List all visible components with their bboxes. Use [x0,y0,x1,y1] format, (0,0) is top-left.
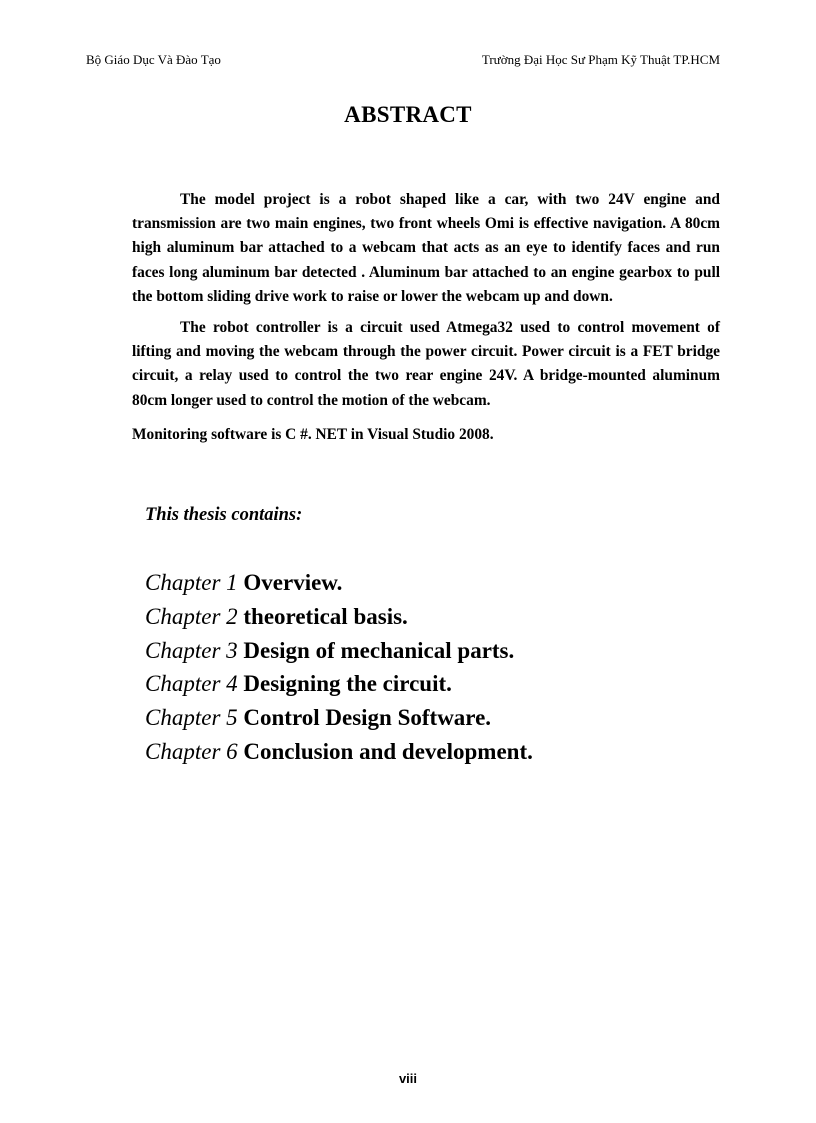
chapter-number: Chapter 5 [145,705,238,731]
chapter-number: Chapter 3 [145,637,238,663]
chapter-title: theoretical basis. [243,603,408,629]
abstract-paragraph-3: Monitoring software is C #. NET in Visual Studio 2008. [132,425,494,443]
chapter-title: Designing the circuit. [243,671,452,697]
chapter-item-1 [145,566,533,600]
abstract-paragraph-1: The model project is a robot shaped like a car, with two 24V engine and transmission are two main engines, two front wheels Omi is effective navigation. A 80cm high aluminum bar attached to a webcam that acts as an eye to identify faces and run faces long aluminum bar detected . Aluminum bar attached to an engine gearbox to pull the bottom sliding drive work to raise or lower the webcam up and down. [132,191,720,305]
chapter-number: Chapter 4 [145,671,238,697]
chapter-list [145,566,533,769]
chapter-title: Design of mechanical parts. [243,637,515,663]
abstract-paragraph-2: The robot controller is a circuit used Atmega32 used to control movement of lifting and moving the webcam through the power circuit. Power circuit is a FET bridge circuit, a relay used to control the two rear engine 24V. A bridge-mounted aluminum 80cm longer used to control the motion of the webcam. [132,319,720,409]
chapter-item-3 [145,634,533,668]
chapter-number: Chapter 6 [145,738,238,764]
chapter-item-4 [145,667,533,701]
chapter-title: Conclusion and development. [243,738,533,764]
abstract-body [132,188,720,447]
page-title: ABSTRACT [344,102,472,127]
header-university: Trường Đại Học Sư Phạm Kỹ Thuật TP.HCM [481,52,720,67]
chapter-item-6 [145,735,533,769]
chapter-item-5 [145,701,533,735]
chapter-title: Control Design Software. [243,705,492,731]
chapter-item-2 [145,600,533,634]
header-ministry: Bộ Giáo Dục Và Đào Tạo [86,52,221,67]
chapter-title: Overview. [243,570,343,595]
chapter-number: Chapter 1 [145,570,238,595]
contains-heading: This thesis contains: [145,505,303,525]
chapter-number: Chapter 2 [145,603,238,629]
page-number: viii [398,1071,418,1086]
